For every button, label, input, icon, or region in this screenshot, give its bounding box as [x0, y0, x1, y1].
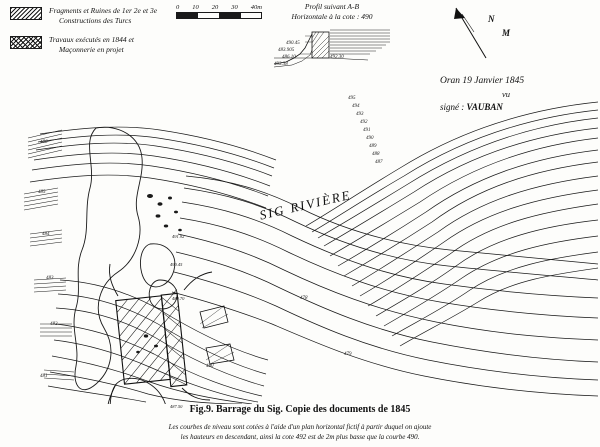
- north-label-m: M: [502, 28, 511, 38]
- contour-label: 482: [50, 322, 58, 327]
- contour-label: 488: [372, 152, 380, 157]
- contour-label: 487: [375, 160, 383, 165]
- legend-item-label: [49, 35, 134, 55]
- contour-label: 486: [40, 140, 48, 145]
- profile-title-line1: Profil suivant A-B: [304, 2, 360, 11]
- scale-tick-labels: [176, 4, 262, 11]
- dam-elevation-label: 491.92: [172, 234, 185, 239]
- profile-label: 492.30: [330, 54, 344, 60]
- legend-item-line2: Maçonnerie en projet: [59, 45, 124, 55]
- profile-svg: [272, 24, 392, 70]
- profile-title: [272, 2, 392, 22]
- contour-label: 490: [366, 136, 374, 141]
- contour-label: 485: [38, 190, 46, 195]
- profile-label: 490.45: [286, 40, 300, 46]
- scale-tick: 0: [176, 4, 180, 11]
- figure-caption: Fig.9. Barrage du Sig. Copie des documents de 1845: [189, 404, 411, 415]
- map-drawing: [0, 84, 600, 404]
- contour-label: 484: [42, 232, 50, 237]
- legend-item-label: [49, 6, 157, 26]
- scale-tick: 30: [231, 4, 238, 11]
- north-label-n: N: [488, 14, 495, 24]
- legend-item-line2: Constructions des Turcs: [59, 16, 132, 26]
- legend-item: [10, 35, 190, 55]
- contour-label: 491: [363, 128, 371, 133]
- profile-label: 483.905: [278, 47, 295, 53]
- contour-label: 493: [356, 112, 364, 117]
- profile-inset: [272, 2, 392, 68]
- figure-note-line1: Les courbes de niveau sont cotées à l'aide d'un plan horizontal fictif à partir duquel on ajoute: [168, 423, 432, 431]
- legend-item-line1: Travaux exécutés en 1844 et: [49, 35, 134, 45]
- contour-label: 481: [40, 374, 48, 379]
- scale-bar: [176, 4, 262, 19]
- legend-swatch-ruins-icon: [10, 7, 42, 20]
- figure-note-line2: les hauteurs en descendant, ainsi la cote 492 est de 2m plus basse que la courbe 490.: [180, 433, 420, 442]
- signature-name: VAUBAN: [466, 102, 503, 112]
- contour-label: 479: [344, 352, 352, 357]
- profile-label: 493.38: [274, 61, 288, 67]
- scale-tick: 20: [211, 4, 219, 11]
- legend-swatch-works-icon: [10, 36, 42, 49]
- contour-label: 492: [360, 120, 368, 125]
- river-label: SIG RIVIÈRE: [258, 186, 353, 223]
- signature-signed-label: signé :: [440, 102, 465, 112]
- contour-label: 489: [369, 144, 377, 149]
- dam-elevation-label: 490.45: [170, 262, 183, 267]
- figure-note: [0, 422, 600, 442]
- contour-label: 480: [206, 364, 214, 369]
- legend-item-line1: Fragments et Ruines de 1er 2e et 3e: [49, 6, 158, 15]
- signature-place-date: Oran 19 Janvier 1845: [440, 76, 525, 86]
- legend-item: [10, 6, 190, 26]
- north-arrow-icon: [452, 6, 522, 64]
- profile-title-line2: Horizontale à la cote : 490: [291, 11, 373, 21]
- dam-elevation-label: 487.50: [170, 404, 183, 409]
- signature-vu: vu: [501, 89, 511, 99]
- contour-label: 478: [300, 296, 308, 301]
- profile-drawing: [272, 24, 392, 68]
- scale-tick: 40m: [250, 4, 262, 11]
- scale-bar-track: [176, 12, 262, 19]
- profile-label: 486.10: [282, 54, 296, 60]
- north-arrow: [452, 6, 522, 64]
- dam-elevation-label: 489.70: [172, 296, 185, 301]
- contour-label: 495: [348, 96, 356, 101]
- scale-tick: 10: [192, 4, 199, 11]
- legend: [10, 6, 190, 65]
- contour-label: 494: [352, 104, 360, 109]
- contour-label: 483: [46, 276, 54, 281]
